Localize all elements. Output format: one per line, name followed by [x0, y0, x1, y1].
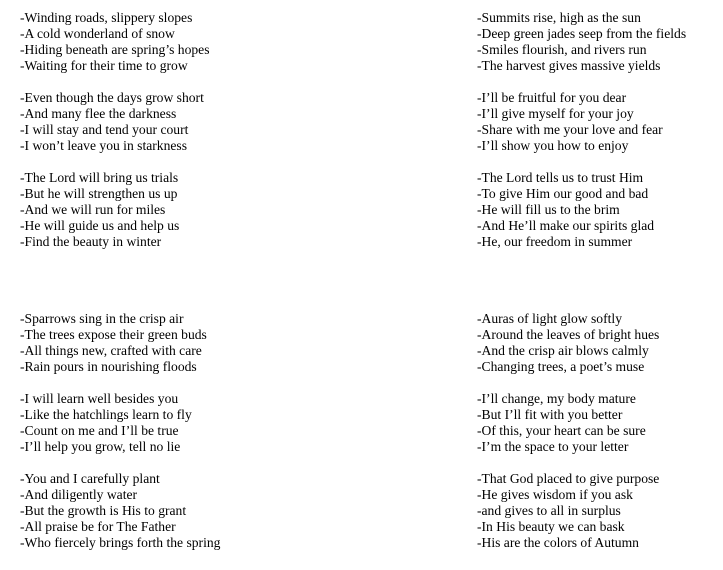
poem-line: -Rain pours in nourishing floods: [20, 359, 197, 374]
poem-line: -I will stay and tend your court: [20, 122, 189, 137]
poem-line: -Hiding beneath are spring’s hopes: [20, 42, 210, 57]
stanza: [477, 90, 686, 154]
stanza: [477, 471, 659, 551]
poem-autumn: [477, 311, 659, 567]
poem-line: -and gives to all in surplus: [477, 503, 621, 518]
stanza: [477, 391, 659, 455]
poem-line: -Changing trees, a poet’s muse: [477, 359, 645, 374]
stanza: [20, 311, 220, 375]
poem-line: -But I’ll fit with you better: [477, 407, 623, 422]
stanza: [20, 90, 210, 154]
poem-line: -Around the leaves of bright hues: [477, 327, 660, 342]
poem-line: -Smiles flourish, and rivers run: [477, 42, 647, 57]
stanza: [20, 471, 220, 551]
poem-line: -He gives wisdom if you ask: [477, 487, 633, 502]
poem-line: -His are the colors of Autumn: [477, 535, 639, 550]
poem-winter: [20, 10, 210, 266]
poem-line: -But the growth is His to grant: [20, 503, 187, 518]
stanza: [477, 311, 659, 375]
poem-line: -That God placed to give purpose: [477, 471, 660, 486]
stanza: [20, 170, 210, 250]
poem-line: -I’ll change, my body mature: [477, 391, 636, 406]
poem-line: -The Lord tells us to trust Him: [477, 170, 644, 185]
poem-line: -Like the hatchlings learn to fly: [20, 407, 192, 422]
poem-line: -Even though the days grow short: [20, 90, 204, 105]
poem-line: -Winding roads, slippery slopes: [20, 10, 193, 25]
poem-line: -You and I carefully plant: [20, 471, 160, 486]
poem-line: -To give Him our good and bad: [477, 186, 649, 201]
poem-line: -Share with me your love and fear: [477, 122, 663, 137]
stanza: [477, 10, 686, 74]
poem-line: -Find the beauty in winter: [20, 234, 162, 249]
stanza: [477, 170, 686, 250]
poem-line: -Sparrows sing in the crisp air: [20, 311, 184, 326]
poem-line: -Deep green jades seep from the fields: [477, 26, 687, 41]
stanza: [20, 10, 210, 74]
poem-line: -And the crisp air blows calmly: [477, 343, 649, 358]
poem-line: -I’ll show you how to enjoy: [477, 138, 629, 153]
poem-spring: [20, 311, 220, 567]
poem-line: -He will guide us and help us: [20, 218, 180, 233]
poem-line: -The Lord will bring us trials: [20, 170, 179, 185]
stanza: [20, 391, 220, 455]
poem-line: -I will learn well besides you: [20, 391, 179, 406]
poem-line: -He, our freedom in summer: [477, 234, 633, 249]
poem-line: -And He’ll make our spirits glad: [477, 218, 655, 233]
poem-line: -Of this, your heart can be sure: [477, 423, 646, 438]
poem-line: -I won’t leave you in starkness: [20, 138, 187, 153]
poem-line: -Summits rise, high as the sun: [477, 10, 641, 25]
poem-line: -All things new, crafted with care: [20, 343, 202, 358]
poem-line: -A cold wonderland of snow: [20, 26, 175, 41]
poem-line: -The harvest gives massive yields: [477, 58, 661, 73]
poem-line: -I’ll help you grow, tell no lie: [20, 439, 181, 454]
poem-line: -And diligently water: [20, 487, 138, 502]
poem-line: -I’ll give myself for your joy: [477, 106, 634, 121]
poem-line: -And many flee the darkness: [20, 106, 177, 121]
poem-summer: [477, 10, 686, 266]
poem-line: -The trees expose their green buds: [20, 327, 207, 342]
poem-line: -Waiting for their time to grow: [20, 58, 188, 73]
poem-line: -Who fiercely brings forth the spring: [20, 535, 221, 550]
poem-line: -He will fill us to the brim: [477, 202, 620, 217]
poem-line: -Auras of light glow softly: [477, 311, 622, 326]
poem-line: -But he will strengthen us up: [20, 186, 178, 201]
poem-line: -All praise be for The Father: [20, 519, 176, 534]
poem-line: -And we will run for miles: [20, 202, 166, 217]
poem-line: -In His beauty we can bask: [477, 519, 625, 534]
poem-line: -I’ll be fruitful for you dear: [477, 90, 627, 105]
poem-line: -Count on me and I’ll be true: [20, 423, 179, 438]
poem-line: -I’m the space to your letter: [477, 439, 629, 454]
